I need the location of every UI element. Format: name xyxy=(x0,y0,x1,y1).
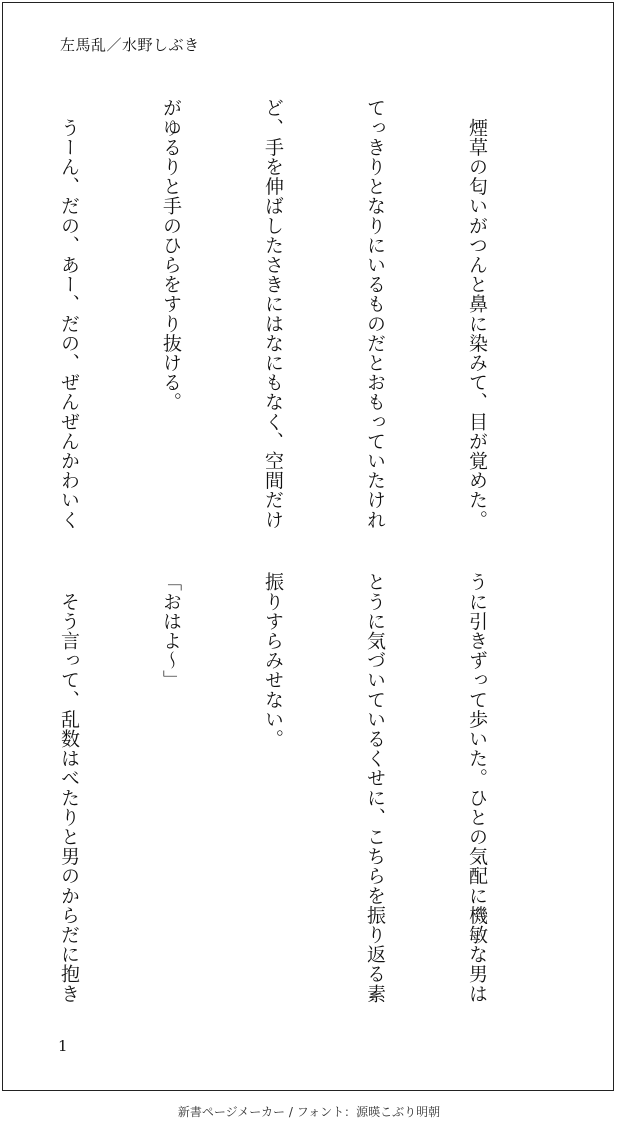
text-line: うに引きずって歩いた。ひとの気配に機敏な男は xyxy=(466,572,488,1004)
text-line: そう言って、乱数はべたりと男のからだに抱き xyxy=(58,572,80,1004)
page-number: 1 xyxy=(58,1037,68,1055)
text-line: 振りすらみせない。 xyxy=(262,572,284,749)
text-line: うーん、だの、あー、だの、ぜんぜんかわいく xyxy=(58,98,80,530)
page-header-title: 左馬乱／水野しぶき xyxy=(60,36,200,54)
text-line: がゆるりと手のひらをすり抜ける。 xyxy=(160,98,182,412)
text-line: ど、手を伸ばしたさきにはなにもなく、空間だけ xyxy=(262,98,284,530)
text-line: 「おはよ〜」 xyxy=(160,572,182,690)
text-line: てっきりとなりにいるものだとおもっていたけれ xyxy=(364,98,386,530)
text-line: とうに気づいているくせに、こちらを振り返る素 xyxy=(364,572,386,1004)
text-block-lower xyxy=(58,572,562,1004)
text-line: 煙草の匂いがつんと鼻に染みて、目が覚めた。 xyxy=(466,98,488,530)
text-block-upper xyxy=(58,98,562,530)
footer-credit: 新書ページメーカー / フォント：源暎こぶり明朝 xyxy=(177,1105,441,1119)
